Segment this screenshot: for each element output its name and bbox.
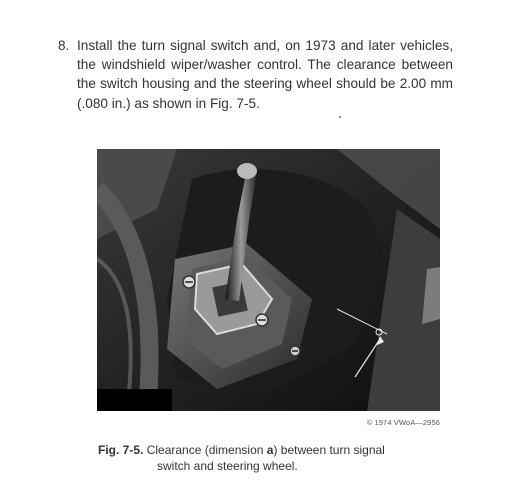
figure-photo (97, 149, 440, 411)
caption-label: Fig. 7-5. (98, 443, 144, 457)
dimension-letter: a (266, 443, 274, 457)
caption-line-2: switch and steering wheel. (157, 458, 298, 473)
photo-illustration (97, 149, 440, 411)
step-text: Install the turn signal switch and, on 1973 and later vehicles, the windshield wiper/washer control. The clearance between the switch housing and the steering wheel should be 2.00 mm (.080 in.) as shown in Fig. 7-5. (77, 38, 453, 111)
caption-line-1: Clearance (dimension a) between turn signal (146, 443, 385, 457)
figure-credit: © 1974 VWoA—2956 (366, 418, 440, 427)
instruction-step (58, 36, 453, 113)
figure-caption (98, 443, 448, 474)
step-number: 8. (58, 38, 70, 53)
label-patch (97, 389, 172, 411)
scan-speck (339, 116, 341, 118)
